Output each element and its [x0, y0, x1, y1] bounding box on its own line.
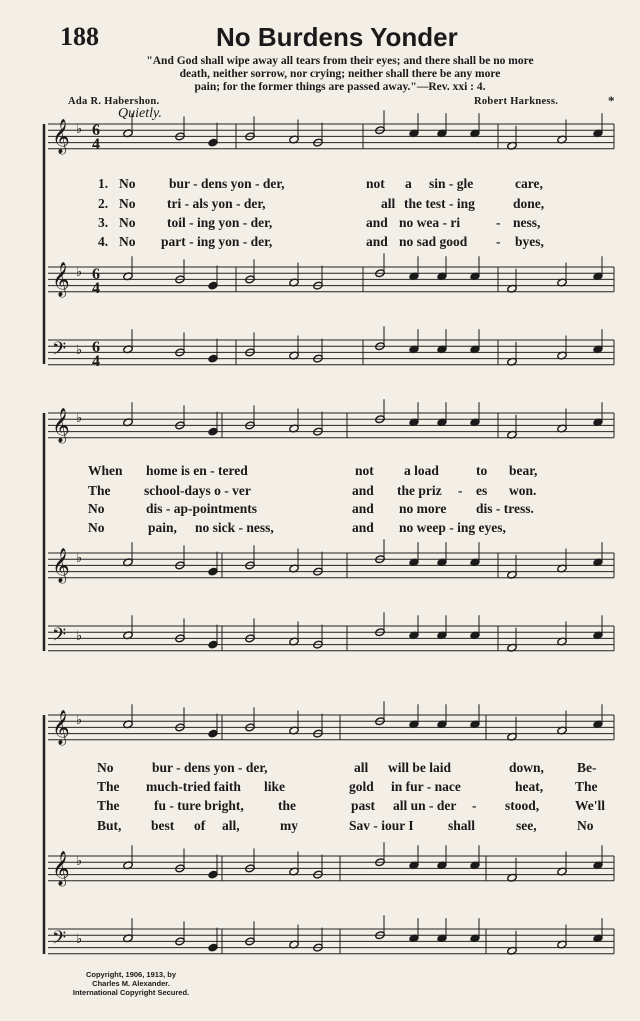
lyric: no sick - ness,	[195, 520, 274, 535]
lyric: all	[354, 760, 369, 775]
copyright-line-2: Charles M. Alexander.	[92, 979, 170, 988]
lyric: like	[264, 779, 286, 794]
lyric: and	[352, 501, 374, 516]
lyric: no weep - ing eyes,	[399, 520, 506, 535]
time-signature-bass: 6 4	[92, 339, 100, 370]
treble-clef: 𝄞	[52, 262, 70, 297]
lyric: all	[381, 196, 396, 211]
lyric: gold	[349, 779, 374, 794]
lyric: not	[355, 463, 374, 478]
bass-clef: 𝄢	[52, 625, 67, 650]
lyric: No	[119, 215, 136, 230]
lyric: stood,	[505, 798, 540, 813]
author-credit: Ada R. Habershon.	[68, 96, 160, 107]
lyric: Be-	[577, 760, 597, 775]
treble-clef: 𝄞	[52, 548, 70, 583]
lyric: and	[352, 520, 374, 535]
verse-number: 1.	[98, 176, 109, 191]
key-signature-flat: ♭	[76, 932, 83, 947]
lyric: -	[496, 234, 501, 249]
lyric: But,	[97, 818, 122, 833]
lyric: No	[97, 760, 114, 775]
copyright-line-3: International Copyright Secured.	[72, 988, 190, 997]
lyric: No	[119, 176, 136, 191]
treble-clef: 𝄞	[52, 710, 70, 745]
verse-number: 2.	[98, 196, 109, 211]
lyric: school-days o - ver	[144, 483, 251, 498]
lyric: will be laid	[388, 760, 452, 775]
lyric: No	[577, 818, 594, 833]
lyric: my	[280, 818, 298, 833]
lyric: a	[405, 176, 412, 191]
lyric: and	[366, 234, 388, 249]
verse-number: 3.	[98, 215, 109, 230]
lyric: toil - ing yon - der,	[167, 215, 273, 230]
treble-clef: 𝄞	[52, 851, 70, 886]
lyric: see,	[516, 818, 537, 833]
lyric: The	[575, 779, 598, 794]
key-signature-flat: ♭	[76, 411, 83, 426]
lyric: part - ing yon - der,	[161, 234, 273, 249]
lyric: the priz	[397, 483, 442, 498]
lyric: -	[496, 215, 501, 230]
lyric: The	[97, 798, 120, 813]
lyric: No	[88, 520, 105, 535]
lyric: care,	[515, 176, 543, 191]
lyric: No	[119, 196, 136, 211]
tempo-marking: Quietly.	[118, 106, 162, 121]
hymn-title: No Burdens Yonder	[216, 22, 458, 52]
lyric: tri - als yon - der,	[167, 196, 266, 211]
lyric: past	[351, 798, 376, 813]
lyric: shall	[448, 818, 476, 833]
lyric: all un - der	[393, 798, 457, 813]
lyric: -	[458, 483, 463, 498]
lyric: fu - ture bright,	[154, 798, 244, 813]
lyric: bur - dens yon - der,	[152, 760, 268, 775]
key-signature-flat: ♭	[76, 629, 83, 644]
bass-clef: 𝄢	[52, 339, 67, 364]
lyric: and	[352, 483, 374, 498]
lyric: and	[366, 215, 388, 230]
epigraph-line-3: pain; for the former things are passed away."—Rev. xxi : 4.	[194, 81, 486, 93]
lyric: dis - tress.	[476, 501, 534, 516]
lyric: the test - ing	[404, 196, 475, 211]
lyric: not	[366, 176, 385, 191]
key-signature-flat: ♭	[76, 713, 83, 728]
lyric: down,	[509, 760, 544, 775]
key-signature-flat: ♭	[76, 265, 83, 280]
hymn-number: 188	[60, 22, 99, 51]
lyric: no wea - ri	[399, 215, 461, 230]
lyric: best	[151, 818, 175, 833]
lyric: When	[88, 463, 123, 478]
lyric: all,	[222, 818, 240, 833]
lyric: much-tried faith	[146, 779, 241, 794]
lyric: -	[472, 798, 477, 813]
lyric: ness,	[513, 215, 541, 230]
bass-clef: 𝄢	[52, 928, 67, 953]
time-signature-treble: 6 4	[92, 122, 100, 153]
lyric: pain,	[148, 520, 177, 535]
lyric: in fur - nace	[391, 779, 461, 794]
lyric: no more	[399, 501, 447, 516]
lyric: the	[278, 798, 296, 813]
key-signature-flat: ♭	[76, 122, 83, 137]
copyright-line-1: Copyright, 1906, 1913, by	[85, 970, 177, 979]
lyric: No	[119, 234, 136, 249]
lyric: es	[476, 483, 488, 498]
footnote-mark: *	[608, 93, 615, 108]
lyric: no sad good	[399, 234, 468, 249]
lyric: Sav - iour I	[349, 818, 414, 833]
lyric: sin - gle	[429, 176, 474, 191]
composer-credit: Robert Harkness.	[474, 96, 559, 107]
lyric: heat,	[515, 779, 544, 794]
lyric: won.	[509, 483, 537, 498]
lyric: The	[97, 779, 120, 794]
key-signature-flat: ♭	[76, 551, 83, 566]
lyric: done,	[513, 196, 545, 211]
key-signature-flat: ♭	[76, 343, 83, 358]
key-signature-flat: ♭	[76, 854, 83, 869]
treble-clef: 𝄞	[52, 119, 70, 154]
epigraph-line-1: "And God shall wipe away all tears from their eyes; and there shall be no more	[146, 55, 534, 67]
lyric: dis - ap-pointments	[146, 501, 258, 516]
lyric: a load	[404, 463, 439, 478]
lyric: We'll	[575, 798, 605, 813]
treble-clef: 𝄞	[52, 408, 70, 443]
time-signature-treble-2: 6 4	[92, 266, 100, 297]
lyric: to	[476, 463, 488, 478]
lyric: byes,	[515, 234, 544, 249]
lyric: bur - dens yon - der,	[169, 176, 285, 191]
lyric: No	[88, 501, 105, 516]
lyric: bear,	[509, 463, 538, 478]
lyric: of	[194, 818, 206, 833]
lyric: The	[88, 483, 111, 498]
verse-number: 4.	[98, 234, 109, 249]
epigraph-line-2: death, neither sorrow, nor crying; neither shall there be any more	[179, 68, 501, 80]
lyric: home is en - tered	[146, 463, 248, 478]
